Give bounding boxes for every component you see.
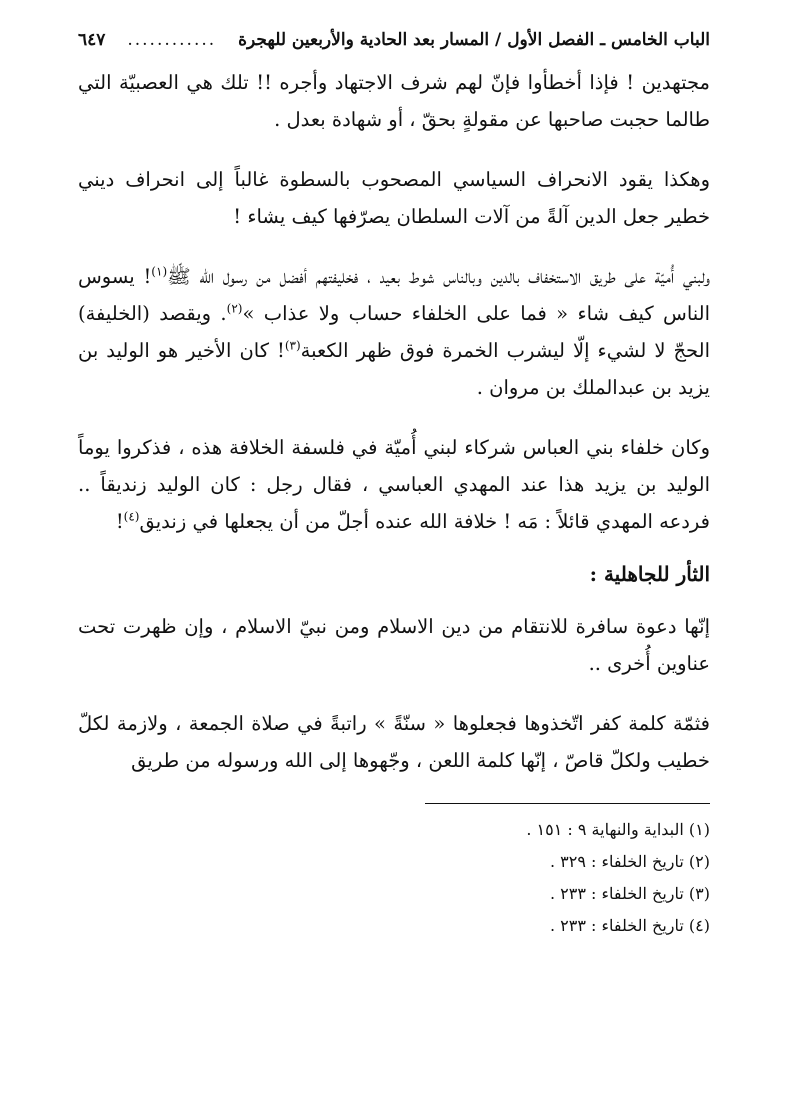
paragraph-4-part-2: !	[115, 510, 124, 533]
footnote-divider	[425, 803, 710, 804]
footnote-4: (٤) تاريخ الخلفاء : ٢٣٣ .	[549, 916, 710, 935]
footnote-ref-2: (٢)	[226, 301, 243, 316]
footnotes-list	[78, 814, 710, 942]
section-paragraph-2: فثمّة كلمة كفر اتّخذوها فجعلوها « سنّةً » راتبةً في صلاة الجمعة ، ولازمة لكلّ خطيب ولكلّ قاصّ ، إنّها كلمة اللعن ، وجّهوها إلى الله ورسوله من طريق	[78, 712, 710, 772]
footnote-2: (٢) تاريخ الخلفاء : ٣٢٩ .	[549, 852, 710, 871]
paragraph-3-part-3: . ويقصد (الخليفة) الحجّ لا لشيء إلّا ليشرب الخمرة فوق ظهر الكعبة	[78, 302, 710, 362]
paragraph-4	[78, 429, 710, 540]
paragraph-3-part-2: ! يسوس الناس كيف شاء « فما على الخلفاء حساب ولا عذاب »	[78, 265, 710, 325]
spacer	[78, 235, 710, 258]
spacer	[78, 682, 710, 705]
spacer	[78, 56, 710, 64]
paragraph-3-part-4: ! كان الأخير هو الوليد بن يزيد بن عبدالملك بن مروان .	[78, 339, 710, 399]
section-heading: الثأر للجاهلية :	[589, 562, 710, 586]
spacer	[78, 138, 710, 161]
header-leader-dots: ............	[127, 30, 217, 50]
spacer	[78, 406, 710, 429]
footnote-1: (١) البداية والنهاية ٩ : ١٥١ .	[526, 820, 710, 839]
header-title: الباب الخامس ـ الفصل الأول / المسار بعد الحادية والأربعين للهجرة	[238, 30, 710, 50]
document-page	[78, 28, 710, 942]
footnote-3: (٣) تاريخ الخلفاء : ٢٣٣ .	[549, 884, 710, 903]
footnote-ref-1: (١)	[151, 264, 168, 279]
footnote-ref-3: (٣)	[284, 338, 301, 353]
paragraph-2: وهكذا يقود الانحراف السياسي المصحوب بالسطوة غالباً إلى انحراف ديني خطير جعل الدين آلةً من آلات السلطان يصرّفها كيف يشاء !	[78, 168, 710, 228]
section-paragraph-1: إنّها دعوة سافرة للانتقام من دين الاسلام ومن نبيّ الاسلام ، وإن ظهرت تحت عناوين أُخرى ..	[78, 615, 710, 675]
footnote-ref-4: (٤)	[123, 509, 140, 524]
paragraph-3	[78, 258, 710, 406]
paragraph-4-part-1: وكان خلفاء بني العباس شركاء لبني أُميّة في فلسفة الخلافة هذه ، فذكروا يوماً الوليد بن يزيد هذا عند المهدي العباسي ، فقال رجل : كان الوليد زنديقاً .. فردعه المهدي قائلاً : مَه ! خلافة الله عنده أجلّ من أن يجعلها في زنديق	[78, 436, 710, 533]
running-header	[78, 28, 710, 56]
paragraph-1: مجتهدين ! فإذا أخطأوا فإنّ لهم شرف الاجتهاد وأجره !! تلك هي العصبيّة التي طالما حجبت صاحبها عن مقولةٍ بحقّ ، أو شهادة بعدل .	[78, 71, 710, 131]
paragraph-3-part-1: ولبني أُميّة على طريق الاستخفاف بالدين وبالناس شوط بعيد ، فخليفتهم أفضل من رسول الله ﷺ	[167, 265, 710, 288]
page-number: ٦٤٧	[78, 30, 106, 50]
